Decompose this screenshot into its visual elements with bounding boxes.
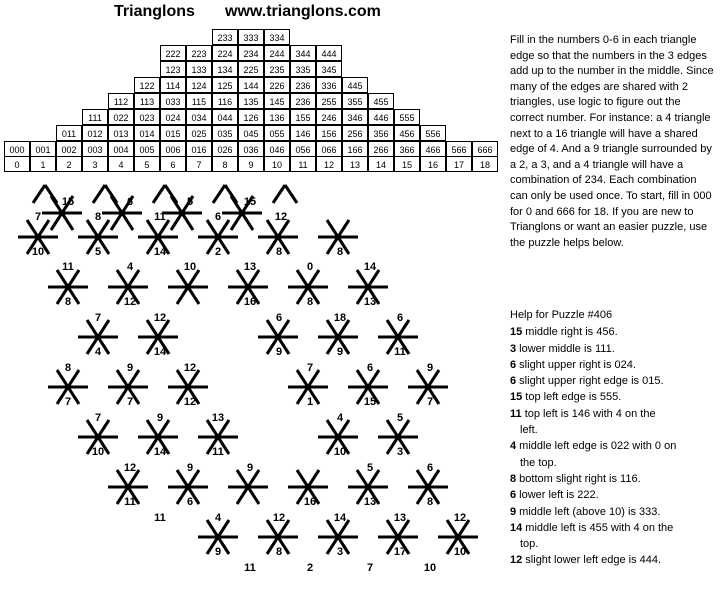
combo-cell: 012 [82, 125, 108, 141]
triangle-number: 15 [61, 196, 75, 208]
triangle-number: 7 [94, 312, 102, 324]
combo-cell: 156 [316, 125, 342, 141]
triangle-number: 12 [123, 462, 137, 474]
triangle-number: 14 [363, 261, 377, 273]
triangle-number: 11 [244, 562, 256, 574]
triangle-number: 11 [394, 346, 406, 358]
triangle-number: 13 [211, 412, 225, 424]
sum-cell: 0 [4, 156, 30, 172]
help-item-continuation: top. [520, 538, 539, 551]
combo-cell: 233 [212, 29, 238, 45]
help-item-number: 15 [510, 391, 523, 404]
combo-cell: 235 [264, 61, 290, 77]
triangle-number: 16 [243, 296, 257, 308]
triangle-number: 4 [126, 261, 134, 273]
help-item-number: 14 [510, 521, 523, 534]
combo-cell: 335 [290, 61, 316, 77]
combo-cell: 004 [108, 141, 134, 157]
combo-cell: 033 [160, 93, 186, 109]
help-item [510, 373, 715, 389]
help-item-number: 6 [510, 358, 517, 371]
combo-cell: 566 [446, 141, 472, 157]
triangle-number: 10 [31, 246, 45, 258]
sum-cell: 6 [160, 156, 186, 172]
combo-cell: 556 [420, 125, 446, 141]
triangle-number: 11 [212, 446, 224, 458]
combo-cell: 236 [290, 77, 316, 93]
combo-cell: 334 [264, 29, 290, 45]
triangle-number: 8 [275, 246, 283, 258]
triangle-number: 6 [275, 312, 283, 324]
help-item-text: middle right is 456. [522, 326, 618, 339]
site-url: www.trianglons.com [225, 3, 381, 20]
combo-cell: 016 [186, 141, 212, 157]
combo-cell: 166 [342, 141, 368, 157]
triangle-number: 4 [214, 512, 222, 524]
puzzle-grid [0, 175, 500, 595]
combo-cell: 224 [212, 45, 238, 61]
sum-cell: 1 [30, 156, 56, 172]
combo-cell: 226 [264, 77, 290, 93]
help-panel [510, 307, 715, 569]
combo-cell: 244 [264, 45, 290, 61]
sum-cell: 8 [212, 156, 238, 172]
help-item-text: slight lower left edge is 444. [522, 554, 662, 567]
combo-cell: 456 [394, 125, 420, 141]
help-list [510, 324, 715, 568]
combo-cell: 346 [342, 109, 368, 125]
triangle-number: 8 [64, 362, 72, 374]
help-item-number: 11 [510, 407, 522, 420]
combo-cell: 455 [368, 93, 394, 109]
help-item-continuation: the top. [520, 456, 557, 469]
help-item-text: middle left edge is 022 with 0 on [516, 440, 677, 453]
triangle-number: 5 [366, 462, 374, 474]
triangle-number: 0 [306, 261, 314, 273]
combo-cell: 146 [290, 125, 316, 141]
triangle-number: 14 [153, 446, 167, 458]
help-item [510, 438, 715, 454]
triangle-number: 8 [426, 496, 434, 508]
help-item-text: lower left is 222. [516, 489, 599, 502]
help-item-text: slight upper right edge is 015. [516, 375, 664, 388]
combo-cell: 022 [108, 109, 134, 125]
triangle-number: 13 [393, 512, 407, 524]
combo-cell: 111 [82, 109, 108, 125]
sum-cell: 5 [134, 156, 160, 172]
combo-cell: 035 [212, 125, 238, 141]
combo-cell: 026 [212, 141, 238, 157]
sum-cell: 3 [82, 156, 108, 172]
triangle-number: 5 [94, 246, 102, 258]
triangle-number: 6 [396, 312, 404, 324]
help-item [510, 357, 715, 373]
triangle-number: 2 [306, 562, 314, 574]
triangle-number: 5 [396, 412, 404, 424]
combo-cell: 466 [420, 141, 446, 157]
combo-cell: 003 [82, 141, 108, 157]
sum-cell: 7 [186, 156, 212, 172]
combo-cell: 223 [186, 45, 212, 61]
triangle-number: 6 [126, 196, 134, 208]
combo-cell: 666 [472, 141, 498, 157]
combo-cell: 234 [238, 45, 264, 61]
combo-cell: 246 [316, 109, 342, 125]
triangle-number: 13 [243, 261, 257, 273]
combo-cell: 066 [316, 141, 342, 157]
triangle-number: 15 [243, 196, 257, 208]
triangle-number: 12 [272, 512, 286, 524]
triangle-number: 10 [91, 446, 105, 458]
triangle-number: 11 [154, 211, 166, 223]
sum-cell: 4 [108, 156, 134, 172]
triangle-number: 9 [275, 346, 283, 358]
help-item [510, 406, 715, 422]
combo-cell: 555 [394, 109, 420, 125]
help-item-number: 15 [510, 326, 523, 339]
combo-cell: 036 [238, 141, 264, 157]
triangle-number: 15 [363, 396, 377, 408]
help-item-text: slight upper right is 024. [516, 358, 636, 371]
combo-cell: 114 [160, 77, 186, 93]
combo-cell: 345 [316, 61, 342, 77]
combo-cell: 266 [368, 141, 394, 157]
combo-cell: 356 [368, 125, 394, 141]
triangle-number: 5 [186, 196, 194, 208]
help-item-number: 9 [510, 505, 517, 518]
triangle-number: 9 [214, 546, 222, 558]
triangle-edge[interactable] [213, 185, 225, 203]
combo-cell: 001 [30, 141, 56, 157]
triangle-number: 9 [126, 362, 134, 374]
triangle-number: 11 [62, 261, 74, 273]
instructions-text: Fill in the numbers 0-6 in each triangle edge so that the numbers in the 3 edges add up to the number in the middle. Since many of the edges are shared with 2 triangles, use logic to figure out the correct number. For instance: a 4 triangle next to a 16 triangle will have a shared edge of 4. And a 9 triangle surrounded by a 2, a 3, and a 4 triangle will have a combination of 234. Each combination can only be used once. To start, fill in 000 for 0 and 666 for 18. If you are new to Trianglons or want an easier puzzle, use the puzzle helps below. [510, 34, 714, 249]
triangle-number: 6 [366, 362, 374, 374]
combo-cell: 136 [264, 109, 290, 125]
combo-cell: 056 [290, 141, 316, 157]
combo-cell: 122 [134, 77, 160, 93]
triangle-number: 14 [153, 346, 167, 358]
triangle-number: 7 [64, 396, 72, 408]
combo-cell: 333 [238, 29, 264, 45]
triangle-number: 7 [426, 396, 434, 408]
help-item-text: lower middle is 111. [516, 342, 615, 355]
triangle-number: 8 [94, 211, 102, 223]
triangle-number: 9 [426, 362, 434, 374]
combo-cell: 025 [186, 125, 212, 141]
triangle-number: 2 [214, 246, 222, 258]
triangle-number: 8 [336, 246, 344, 258]
combo-cell: 445 [342, 77, 368, 93]
triangle-edge[interactable] [105, 185, 117, 203]
help-item-number: 6 [510, 489, 517, 502]
combo-cell: 256 [342, 125, 368, 141]
sum-cell: 17 [446, 156, 472, 172]
combo-cell: 134 [212, 61, 238, 77]
combo-cell: 344 [290, 45, 316, 61]
help-item-text: top left edge is 555. [522, 391, 622, 404]
sum-cell: 16 [420, 156, 446, 172]
combo-cell: 126 [238, 109, 264, 125]
combo-cell: 046 [264, 141, 290, 157]
triangle-number: 14 [153, 246, 167, 258]
combo-cell: 133 [186, 61, 212, 77]
sum-cell: 14 [368, 156, 394, 172]
triangle-number: 16 [303, 496, 317, 508]
triangle-number: 10 [423, 562, 437, 574]
combo-cell: 115 [186, 93, 212, 109]
combo-cell: 044 [212, 109, 238, 125]
help-item-text: middle left (above 10) is 333. [516, 505, 661, 518]
combo-cell: 011 [56, 125, 82, 141]
triangle-number: 8 [275, 546, 283, 558]
sum-cell: 11 [290, 156, 316, 172]
help-title: Help for Puzzle #406 [510, 309, 613, 321]
triangle-number: 4 [94, 346, 102, 358]
help-item [510, 389, 715, 405]
sum-cell: 18 [472, 156, 498, 172]
triangle-number: 13 [363, 296, 377, 308]
combo-cell: 112 [108, 93, 134, 109]
triangle-number: 7 [126, 396, 134, 408]
sum-cell: 12 [316, 156, 342, 172]
help-item [510, 471, 715, 487]
combo-cell: 006 [160, 141, 186, 157]
triangle-number: 12 [153, 312, 167, 324]
combo-cell: 116 [212, 93, 238, 109]
triangle-number: 9 [246, 462, 254, 474]
triangle-number: 18 [333, 312, 347, 324]
combo-cell: 034 [186, 109, 212, 125]
sum-cell: 9 [238, 156, 264, 172]
combo-cell: 144 [238, 77, 264, 93]
combo-cell: 336 [316, 77, 342, 93]
triangle-number: 4 [336, 412, 344, 424]
triangle-number: 12 [183, 396, 197, 408]
help-item-number: 4 [510, 440, 517, 453]
triangle-number: 12 [274, 211, 288, 223]
triangle-number: 9 [186, 462, 194, 474]
triangle-number: 7 [34, 211, 42, 223]
combo-cell: 135 [238, 93, 264, 109]
help-item [510, 341, 715, 357]
triangle-edge[interactable] [225, 185, 237, 203]
help-item-text: middle left is 455 with 4 on the [522, 521, 674, 534]
triangle-number: 8 [64, 296, 72, 308]
sum-cell: 13 [342, 156, 368, 172]
triangle-number: 8 [306, 296, 314, 308]
page-title: Trianglons [114, 3, 195, 20]
combo-cell: 444 [316, 45, 342, 61]
triangle-number: 6 [426, 462, 434, 474]
combo-cell: 123 [160, 61, 186, 77]
triangle-edge[interactable] [153, 185, 165, 203]
triangle-number: 9 [336, 346, 344, 358]
combo-cell: 005 [134, 141, 160, 157]
combo-cell: 045 [238, 125, 264, 141]
help-item [510, 324, 715, 340]
triangle-number: 1 [306, 396, 314, 408]
triangle-number: 14 [333, 512, 347, 524]
combo-cell: 255 [316, 93, 342, 109]
combo-cell: 024 [160, 109, 186, 125]
combo-cell: 236 [290, 93, 316, 109]
combo-cell: 113 [134, 93, 160, 109]
triangle-number: 12 [123, 296, 137, 308]
help-item-text: bottom slight right is 116. [516, 472, 641, 485]
combo-cell: 013 [108, 125, 134, 141]
triangle-edge[interactable] [93, 185, 105, 203]
combo-cell: 225 [238, 61, 264, 77]
triangle-number: 6 [186, 496, 194, 508]
combo-cell: 000 [4, 141, 30, 157]
help-item-number: 3 [510, 342, 517, 355]
triangle-edge[interactable] [165, 185, 177, 203]
sum-cell: 15 [394, 156, 420, 172]
combo-cell: 366 [394, 141, 420, 157]
help-item [510, 520, 715, 536]
combo-cell: 124 [186, 77, 212, 93]
help-item-number: 12 [510, 554, 523, 567]
triangle-edge[interactable] [33, 185, 45, 203]
triangle-number: 10 [183, 261, 197, 273]
triangle-number: 7 [306, 362, 314, 374]
triangle-number: 10 [453, 546, 467, 558]
help-item [510, 487, 715, 503]
help-item-text: top left is 146 with 4 on the [521, 407, 656, 420]
combo-cell: 145 [264, 93, 290, 109]
triangle-number: 7 [94, 412, 102, 424]
triangle-edge[interactable] [45, 185, 57, 203]
combo-cell: 125 [212, 77, 238, 93]
help-item-number: 6 [510, 375, 517, 388]
triangle-number: 17 [393, 546, 407, 558]
triangle-number: 11 [124, 496, 136, 508]
triangle-number: 7 [366, 562, 374, 574]
triangle-number: 12 [183, 362, 197, 374]
combo-cell: 446 [368, 109, 394, 125]
combo-cell: 222 [160, 45, 186, 61]
help-item [510, 504, 715, 520]
sum-cell: 2 [56, 156, 82, 172]
triangle-number: 11 [154, 512, 166, 524]
help-item-continuation: left. [520, 424, 538, 437]
combo-cell: 355 [342, 93, 368, 109]
combo-cell: 055 [264, 125, 290, 141]
combo-cell: 015 [160, 125, 186, 141]
triangle-number: 6 [214, 211, 222, 223]
triangle-number: 3 [336, 546, 344, 558]
help-item-number: 8 [510, 472, 517, 485]
combo-cell: 023 [134, 109, 160, 125]
header [0, 0, 500, 26]
help-item [510, 552, 715, 568]
triangle-number: 9 [156, 412, 164, 424]
sum-cell: 10 [264, 156, 290, 172]
combo-cell: 014 [134, 125, 160, 141]
triangle-edge[interactable] [285, 185, 297, 203]
combo-cell: 002 [56, 141, 82, 157]
triangle-number: 10 [333, 446, 347, 458]
combo-cell: 155 [290, 109, 316, 125]
triangle-number: 13 [363, 496, 377, 508]
triangle-number: 12 [453, 512, 467, 524]
triangle-edge[interactable] [273, 185, 285, 203]
triangle-number: 3 [396, 446, 404, 458]
